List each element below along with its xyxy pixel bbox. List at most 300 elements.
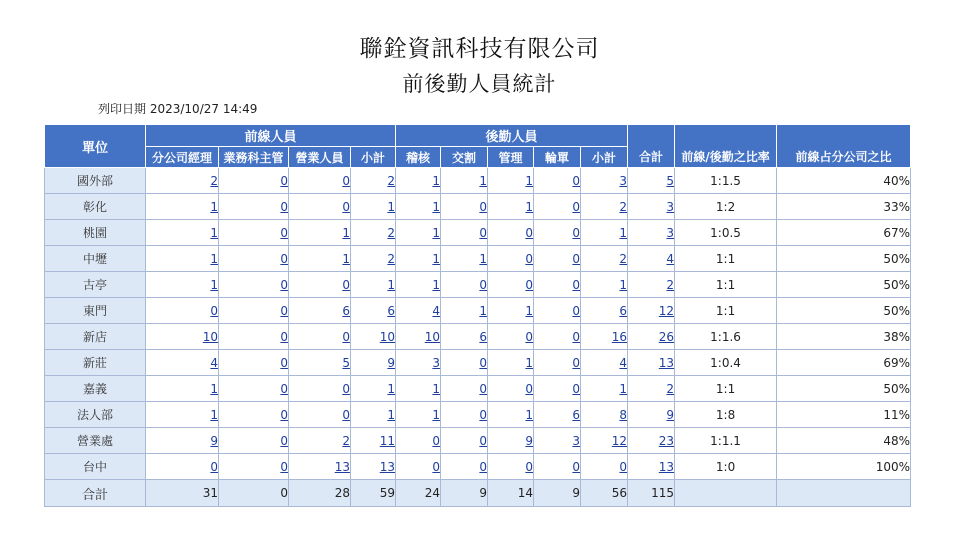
count-cell xyxy=(628,376,675,402)
count-cell xyxy=(581,298,628,324)
header-front-staff: 前線人員 xyxy=(146,125,396,147)
count-link[interactable]: 12 xyxy=(611,433,628,448)
count-cell xyxy=(581,376,628,402)
unit-name: 桃園 xyxy=(45,220,146,246)
count-link[interactable]: 0 xyxy=(342,173,350,188)
count-cell xyxy=(488,402,534,428)
count-cell xyxy=(488,324,534,350)
count-cell xyxy=(581,168,628,194)
count-link[interactable]: 0 xyxy=(280,407,288,422)
count-cell xyxy=(534,350,581,376)
count-link[interactable]: 2 xyxy=(666,277,675,292)
count-cell xyxy=(219,350,289,376)
count-link[interactable]: 13 xyxy=(658,355,675,370)
unit-name: 古亭 xyxy=(45,272,146,298)
unit-name: 法人部 xyxy=(45,402,146,428)
table-row xyxy=(45,194,911,220)
table-row xyxy=(45,324,911,350)
total-cell: 24 xyxy=(396,480,441,507)
count-cell xyxy=(628,350,675,376)
count-link[interactable]: 0 xyxy=(280,355,288,370)
count-link[interactable]: 10 xyxy=(202,329,218,344)
count-cell xyxy=(219,220,289,246)
count-cell xyxy=(488,168,534,194)
count-link[interactable]: 1 xyxy=(525,407,534,422)
count-link[interactable]: 9 xyxy=(666,407,675,422)
count-cell xyxy=(441,246,488,272)
count-cell xyxy=(219,272,289,298)
count-cell xyxy=(351,376,396,402)
count-cell xyxy=(628,454,675,480)
count-link[interactable]: 0 xyxy=(280,225,288,240)
count-link[interactable]: 8 xyxy=(619,407,628,422)
count-link[interactable]: 0 xyxy=(280,433,288,448)
count-link[interactable]: 1 xyxy=(387,277,396,292)
count-link[interactable]: 0 xyxy=(342,407,350,422)
count-cell xyxy=(581,350,628,376)
count-cell xyxy=(351,246,396,272)
count-cell xyxy=(219,324,289,350)
count-link[interactable]: 16 xyxy=(611,329,628,344)
share-cell: 100% xyxy=(777,454,911,480)
header-share: 前線占分公司之比 xyxy=(777,125,911,168)
ratio-cell: 1:2 xyxy=(675,194,777,220)
total-cell: 14 xyxy=(488,480,534,507)
count-link[interactable]: 1 xyxy=(525,355,534,370)
count-link[interactable]: 10 xyxy=(424,329,441,344)
count-link[interactable]: 9 xyxy=(387,355,396,370)
count-link[interactable]: 1 xyxy=(619,225,628,240)
count-cell xyxy=(146,454,219,480)
count-cell xyxy=(146,194,219,220)
unit-name: 國外部 xyxy=(45,168,146,194)
unit-name: 彰化 xyxy=(45,194,146,220)
count-cell xyxy=(219,454,289,480)
table-row xyxy=(45,246,911,272)
count-cell xyxy=(581,220,628,246)
header-back-staff: 後勤人員 xyxy=(396,125,628,147)
count-cell xyxy=(219,376,289,402)
header-management: 管理 xyxy=(488,147,534,168)
count-cell xyxy=(396,246,441,272)
count-link[interactable]: 0 xyxy=(280,173,288,188)
count-link[interactable]: 2 xyxy=(619,251,628,266)
count-link[interactable]: 0 xyxy=(479,407,488,422)
count-link[interactable]: 1 xyxy=(619,277,628,292)
count-cell xyxy=(289,350,351,376)
share-cell: 48% xyxy=(777,428,911,454)
count-cell xyxy=(146,402,219,428)
count-cell xyxy=(219,194,289,220)
count-cell xyxy=(534,402,581,428)
count-link[interactable]: 1 xyxy=(525,199,534,214)
header-sales-supervisor: 業務科主管 xyxy=(219,147,289,168)
count-cell xyxy=(351,298,396,324)
count-link[interactable]: 0 xyxy=(280,277,288,292)
count-cell xyxy=(534,454,581,480)
total-cell: 9 xyxy=(441,480,488,507)
count-cell xyxy=(441,350,488,376)
print-date xyxy=(98,100,257,117)
count-link[interactable]: 1 xyxy=(210,407,218,422)
count-cell xyxy=(289,324,351,350)
count-cell xyxy=(488,454,534,480)
print-date-label: 列印日期 xyxy=(98,102,147,116)
unit-name: 台中 xyxy=(45,454,146,480)
count-cell xyxy=(351,350,396,376)
count-link[interactable]: 3 xyxy=(572,433,581,448)
count-link[interactable]: 11 xyxy=(379,433,396,448)
print-date-value: 2023/10/27 14:49 xyxy=(149,102,258,116)
total-cell: 56 xyxy=(581,480,628,507)
count-cell xyxy=(628,324,675,350)
count-cell xyxy=(396,428,441,454)
count-link[interactable]: 1 xyxy=(210,225,218,240)
total-cell: 28 xyxy=(289,480,351,507)
count-cell xyxy=(488,272,534,298)
count-link[interactable]: 1 xyxy=(619,381,628,396)
count-link[interactable]: 12 xyxy=(658,303,675,318)
count-cell xyxy=(146,376,219,402)
ratio-cell: 1:1 xyxy=(675,272,777,298)
count-cell xyxy=(441,454,488,480)
count-link[interactable]: 6 xyxy=(387,303,396,318)
count-cell xyxy=(581,246,628,272)
count-link[interactable]: 0 xyxy=(432,433,441,448)
count-cell xyxy=(351,454,396,480)
count-link[interactable]: 1 xyxy=(432,225,441,240)
share-cell: 38% xyxy=(777,324,911,350)
count-cell xyxy=(396,350,441,376)
count-cell xyxy=(289,402,351,428)
count-link[interactable]: 13 xyxy=(658,459,675,474)
count-link[interactable]: 0 xyxy=(572,459,581,474)
count-link[interactable]: 1 xyxy=(432,381,441,396)
header-order-entry: 輪單 xyxy=(534,147,581,168)
count-cell xyxy=(289,298,351,324)
share-cell: 33% xyxy=(777,194,911,220)
count-link[interactable]: 2 xyxy=(666,381,675,396)
count-link[interactable]: 6 xyxy=(342,303,350,318)
count-link[interactable]: 3 xyxy=(432,355,441,370)
count-link[interactable]: 2 xyxy=(210,173,218,188)
count-cell xyxy=(441,402,488,428)
count-link[interactable]: 0 xyxy=(479,433,488,448)
share-cell: 50% xyxy=(777,376,911,402)
count-cell xyxy=(581,454,628,480)
count-link[interactable]: 0 xyxy=(525,251,534,266)
count-link[interactable]: 4 xyxy=(619,355,628,370)
unit-name: 新莊 xyxy=(45,350,146,376)
count-cell xyxy=(289,168,351,194)
ratio-cell: 1:1.1 xyxy=(675,428,777,454)
count-link[interactable]: 1 xyxy=(342,225,350,240)
ratio-cell: 1:1 xyxy=(675,246,777,272)
count-link[interactable]: 0 xyxy=(572,303,581,318)
count-link[interactable]: 1 xyxy=(432,173,441,188)
count-link[interactable]: 0 xyxy=(619,459,628,474)
count-cell xyxy=(534,428,581,454)
count-cell xyxy=(146,428,219,454)
unit-name: 嘉義 xyxy=(45,376,146,402)
count-cell xyxy=(628,428,675,454)
count-link[interactable]: 13 xyxy=(379,459,396,474)
count-link[interactable]: 0 xyxy=(342,277,350,292)
count-cell xyxy=(441,428,488,454)
count-cell xyxy=(441,298,488,324)
count-link[interactable]: 0 xyxy=(572,355,581,370)
count-cell xyxy=(219,428,289,454)
report-title: 前後勤人員統計 xyxy=(402,72,557,96)
count-link[interactable]: 6 xyxy=(479,329,488,344)
count-link[interactable]: 1 xyxy=(387,199,396,214)
count-cell xyxy=(534,168,581,194)
count-link[interactable]: 0 xyxy=(572,277,581,292)
header-unit: 單位 xyxy=(45,125,146,168)
count-link[interactable]: 1 xyxy=(432,407,441,422)
count-link[interactable]: 1 xyxy=(432,277,441,292)
count-link[interactable]: 1 xyxy=(432,199,441,214)
count-link[interactable]: 2 xyxy=(342,433,350,448)
count-cell xyxy=(351,194,396,220)
count-link[interactable]: 3 xyxy=(666,199,675,214)
count-cell xyxy=(396,272,441,298)
count-link[interactable]: 0 xyxy=(479,355,488,370)
share-cell: 69% xyxy=(777,350,911,376)
count-cell xyxy=(396,298,441,324)
count-link[interactable]: 0 xyxy=(479,381,488,396)
staff-statistics-table xyxy=(44,124,911,507)
count-link[interactable]: 9 xyxy=(525,433,534,448)
count-link[interactable]: 1 xyxy=(387,407,396,422)
count-cell xyxy=(534,220,581,246)
ratio-cell: 1:0.5 xyxy=(675,220,777,246)
count-link[interactable]: 0 xyxy=(479,459,488,474)
count-cell xyxy=(396,194,441,220)
count-link[interactable]: 0 xyxy=(479,277,488,292)
share-cell: 50% xyxy=(777,246,911,272)
count-link[interactable]: 0 xyxy=(572,251,581,266)
count-cell xyxy=(289,272,351,298)
count-cell xyxy=(146,272,219,298)
table-row xyxy=(45,428,911,454)
count-link[interactable]: 1 xyxy=(479,173,488,188)
count-link[interactable]: 0 xyxy=(525,225,534,240)
count-link[interactable]: 5 xyxy=(342,355,350,370)
ratio-cell: 1:1 xyxy=(675,376,777,402)
count-cell xyxy=(488,376,534,402)
count-cell xyxy=(488,220,534,246)
count-link[interactable]: 0 xyxy=(525,329,534,344)
count-cell xyxy=(441,376,488,402)
count-cell xyxy=(219,402,289,428)
count-link[interactable]: 0 xyxy=(342,199,350,214)
ratio-cell: 1:1 xyxy=(675,298,777,324)
count-link[interactable]: 0 xyxy=(210,303,218,318)
count-link[interactable]: 10 xyxy=(379,329,396,344)
count-cell xyxy=(441,168,488,194)
count-cell xyxy=(146,298,219,324)
count-link[interactable]: 1 xyxy=(525,303,534,318)
count-cell xyxy=(628,220,675,246)
count-link[interactable]: 0 xyxy=(572,173,581,188)
count-link[interactable]: 2 xyxy=(387,251,396,266)
count-link[interactable]: 1 xyxy=(210,199,218,214)
total-cell: 0 xyxy=(219,480,289,507)
count-link[interactable]: 1 xyxy=(210,381,218,396)
total-cell: 59 xyxy=(351,480,396,507)
count-cell xyxy=(396,376,441,402)
count-link[interactable]: 1 xyxy=(432,251,441,266)
count-link[interactable]: 1 xyxy=(342,251,350,266)
unit-name: 新店 xyxy=(45,324,146,350)
count-cell xyxy=(146,220,219,246)
total-ratio-cell xyxy=(675,480,777,507)
total-cell: 115 xyxy=(628,480,675,507)
count-link[interactable]: 1 xyxy=(479,251,488,266)
count-cell xyxy=(628,194,675,220)
total-label: 合計 xyxy=(45,480,146,507)
count-cell xyxy=(581,324,628,350)
count-cell xyxy=(396,324,441,350)
count-cell xyxy=(488,298,534,324)
count-link[interactable]: 0 xyxy=(525,459,534,474)
count-link[interactable]: 1 xyxy=(479,303,488,318)
table-row xyxy=(45,402,911,428)
count-cell xyxy=(289,454,351,480)
count-cell xyxy=(396,220,441,246)
count-cell xyxy=(441,194,488,220)
count-link[interactable]: 0 xyxy=(432,459,441,474)
ratio-cell: 1:0.4 xyxy=(675,350,777,376)
count-cell xyxy=(146,168,219,194)
ratio-cell: 1:8 xyxy=(675,402,777,428)
table-row xyxy=(45,350,911,376)
count-cell xyxy=(534,246,581,272)
count-link[interactable]: 23 xyxy=(658,433,675,448)
count-link[interactable]: 1 xyxy=(210,277,218,292)
count-link[interactable]: 2 xyxy=(387,173,396,188)
count-link[interactable]: 3 xyxy=(619,173,628,188)
table-row xyxy=(45,220,911,246)
unit-name: 東門 xyxy=(45,298,146,324)
count-link[interactable]: 0 xyxy=(210,459,218,474)
count-cell xyxy=(628,402,675,428)
share-cell: 50% xyxy=(777,272,911,298)
count-link[interactable]: 1 xyxy=(525,173,534,188)
count-link[interactable]: 0 xyxy=(280,251,288,266)
count-link[interactable]: 0 xyxy=(572,199,581,214)
count-cell xyxy=(441,220,488,246)
count-link[interactable]: 0 xyxy=(342,329,350,344)
count-link[interactable]: 0 xyxy=(572,329,581,344)
share-cell: 50% xyxy=(777,298,911,324)
count-link[interactable]: 0 xyxy=(342,381,350,396)
count-cell xyxy=(396,454,441,480)
count-link[interactable]: 1 xyxy=(210,251,218,266)
count-link[interactable]: 0 xyxy=(525,381,534,396)
company-title: 聯銓資訊科技有限公司 xyxy=(359,36,600,62)
count-cell xyxy=(351,168,396,194)
count-link[interactable]: 3 xyxy=(666,225,675,240)
header-sales-staff: 營業人員 xyxy=(289,147,351,168)
count-cell xyxy=(628,168,675,194)
header-settlement: 交割 xyxy=(441,147,488,168)
count-link[interactable]: 0 xyxy=(280,381,288,396)
count-cell xyxy=(581,428,628,454)
count-cell xyxy=(628,246,675,272)
count-link[interactable]: 2 xyxy=(619,199,628,214)
count-cell xyxy=(146,324,219,350)
share-cell: 40% xyxy=(777,168,911,194)
share-cell: 11% xyxy=(777,402,911,428)
total-cell: 31 xyxy=(146,480,219,507)
total-row xyxy=(45,480,911,507)
count-link[interactable]: 1 xyxy=(387,381,396,396)
count-link[interactable]: 0 xyxy=(280,199,288,214)
count-cell xyxy=(488,246,534,272)
count-cell xyxy=(534,298,581,324)
header-back-subtotal: 小計 xyxy=(581,147,628,168)
table-row xyxy=(45,168,911,194)
count-cell xyxy=(628,298,675,324)
count-cell xyxy=(581,194,628,220)
count-link[interactable]: 6 xyxy=(572,407,581,422)
ratio-cell: 1:0 xyxy=(675,454,777,480)
count-link[interactable]: 0 xyxy=(479,225,488,240)
count-link[interactable]: 6 xyxy=(619,303,628,318)
count-cell xyxy=(146,350,219,376)
count-link[interactable]: 0 xyxy=(479,199,488,214)
count-cell xyxy=(219,168,289,194)
count-cell xyxy=(396,168,441,194)
count-link[interactable]: 13 xyxy=(334,459,350,474)
count-cell xyxy=(351,402,396,428)
count-link[interactable]: 0 xyxy=(280,329,288,344)
ratio-cell: 1:1.6 xyxy=(675,324,777,350)
total-share-cell xyxy=(777,480,911,507)
count-link[interactable]: 5 xyxy=(666,173,675,188)
count-cell xyxy=(581,272,628,298)
table-row xyxy=(45,376,911,402)
count-link[interactable]: 0 xyxy=(280,303,288,318)
count-link[interactable]: 0 xyxy=(525,277,534,292)
table-row xyxy=(45,454,911,480)
count-cell xyxy=(219,298,289,324)
count-link[interactable]: 4 xyxy=(432,303,441,318)
count-cell xyxy=(628,272,675,298)
count-cell xyxy=(396,402,441,428)
header-branch-manager: 分公司經理 xyxy=(146,147,219,168)
table-row xyxy=(45,272,911,298)
count-cell xyxy=(351,220,396,246)
count-link[interactable]: 26 xyxy=(658,329,675,344)
table-body xyxy=(45,168,911,507)
table-row xyxy=(45,298,911,324)
count-cell xyxy=(534,272,581,298)
count-link[interactable]: 4 xyxy=(210,355,218,370)
count-link[interactable]: 0 xyxy=(280,459,288,474)
count-link[interactable]: 0 xyxy=(572,225,581,240)
count-cell xyxy=(219,246,289,272)
count-cell xyxy=(441,272,488,298)
count-link[interactable]: 9 xyxy=(210,433,218,448)
count-cell xyxy=(351,428,396,454)
count-link[interactable]: 4 xyxy=(666,251,675,266)
count-link[interactable]: 2 xyxy=(387,225,396,240)
count-link[interactable]: 0 xyxy=(572,381,581,396)
header-total: 合計 xyxy=(628,125,675,168)
